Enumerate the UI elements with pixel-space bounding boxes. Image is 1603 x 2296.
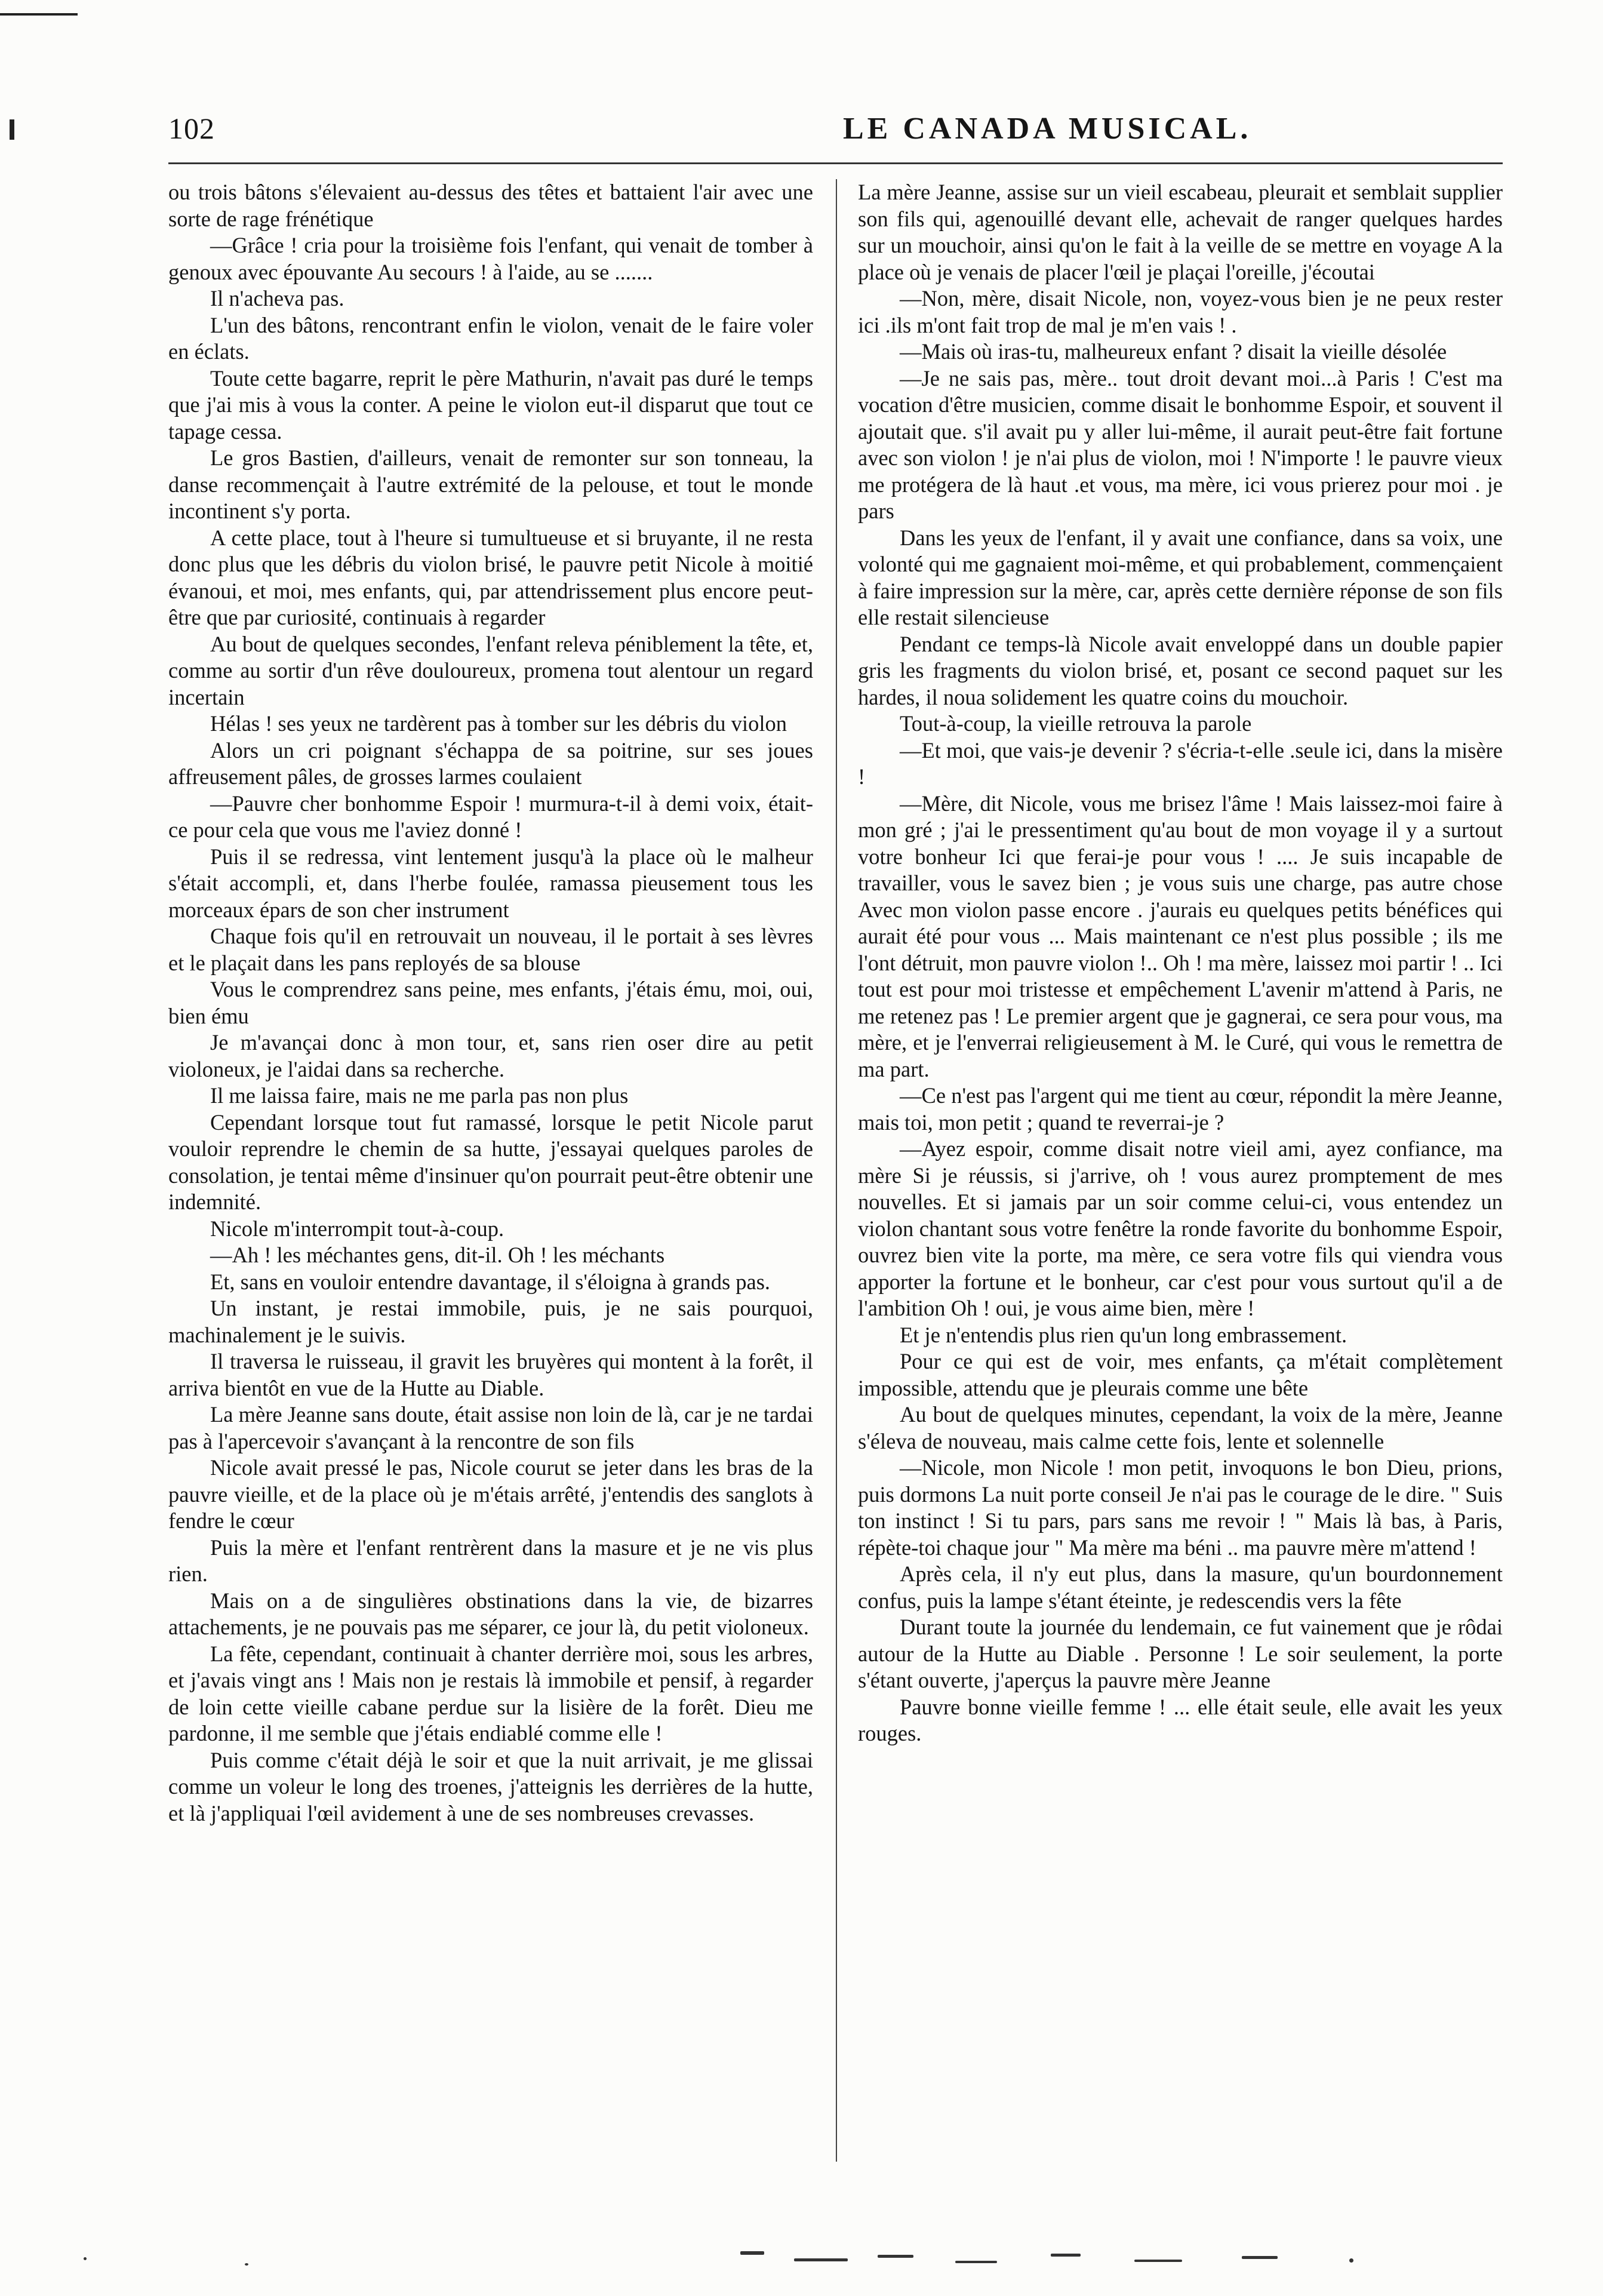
paragraph: Pour ce qui est de voir, mes enfants, ça m'était complètement impossible, attendu que je pleurais comme une bête [858, 1349, 1503, 1400]
paragraph: Puis il se redressa, vint lentement jusqu'à la place où le malheur s'était accompli, et, dans l'herbe foulée, ramassa pieusement tous les morceaux épars de son cher instrument [168, 844, 813, 922]
paragraph: —Ayez espoir, comme disait notre vieil ami, ayez confiance, ma mère Si je réussis, si j'arrive, oh ! vous aurez promptement de mes nouvelles. Et si jamais par un soir comme celui-ci, vous entendez un violon chantant sous votre fenêtre la ronde favorite du bonhomme Espoir, ouvrez bien vite la porte, ma mère, ce sera votre fils qui viendra vous apporter la fortune et le bonheur, car c'est pour vous surtout qu'il a de l'ambition Oh ! oui, je vous aime bien, mère ! [858, 1136, 1503, 1320]
print-speck [1242, 2256, 1278, 2259]
paragraph: Tout-à-coup, la vieille retrouva la parole [900, 711, 1252, 736]
print-speck [84, 2257, 87, 2260]
paragraph: —Pauvre cher bonhomme Espoir ! murmura-t-il à demi voix, était-ce pour cela que vous me l'aviez donné ! [168, 791, 813, 842]
bottom-print-specks [0, 2245, 1603, 2281]
margin-mark [10, 119, 14, 140]
text-columns [168, 179, 1503, 2138]
journal-title: LE CANADA MUSICAL. [843, 112, 1252, 146]
page-header [168, 106, 1252, 154]
paragraph: Nicole m'interrompit tout-à-coup. [210, 1216, 504, 1241]
paragraph: Dans les yeux de l'enfant, il y avait une confiance, dans sa voix, une volonté qui me gagnaient moi-même, et qui probablement, commençaient à faire impression sur la mère, car, après cette dernière réponse de son fils elle restait silencieuse [858, 525, 1503, 629]
paragraph: —Grâce ! cria pour la troisième fois l'enfant, qui venait de tomber à genoux avec épouvante Au secours ! à l'aide, au se ....... [168, 233, 813, 284]
paragraph: Il traversa le ruisseau, il gravit les bruyères qui montent à la forêt, il arriva bientôt en vue de la Hutte au Diable. [168, 1349, 813, 1400]
paragraph: Durant toute la journée du lendemain, ce fut vainement que je rôdai autour de la Hutte au Diable . Personne ! Le soir seulement, la porte s'étant ouverte, j'aperçus la pauvre mère Jeanne [858, 1615, 1503, 1692]
header-rule [168, 162, 1503, 164]
paragraph: —Et moi, que vais-je devenir ? s'écria-t-elle .seule ici, dans la misère ! [858, 737, 1503, 789]
right-column [858, 179, 1503, 1747]
paragraph: Il me laissa faire, mais ne me parla pas non plus [210, 1083, 629, 1108]
print-speck [1134, 2260, 1182, 2262]
paragraph: —Nicole, mon Nicole ! mon petit, invoquons le bon Dieu, prions, puis dormons La nuit porte conseil Je n'ai pas le courage de le dire. " Suis ton instinct ! Si tu pars, pars sans me revoir ! " Mais là bas, à Paris, répète-toi chaque jour " Ma mère ma béni .. ma pauvre mère m'attend ! [858, 1455, 1503, 1560]
print-speck [740, 2251, 764, 2255]
paragraph: —Mais où iras-tu, malheureux enfant ? disait la vieille désolée [900, 339, 1447, 364]
print-speck [1349, 2258, 1353, 2263]
paragraph: —Non, mère, disait Nicole, non, voyez-vous bien je ne peux rester ici .ils m'ont fait trop de mal je m'en vais ! . [858, 286, 1503, 337]
paragraph: L'un des bâtons, rencontrant enfin le violon, venait de le faire voler en éclats. [168, 312, 813, 364]
paragraph: Au bout de quelques secondes, l'enfant releva péniblement la tête, et, comme au sortir d'un rêve douloureux, promena tout alentour un regard incertain [168, 631, 813, 709]
paragraph: Alors un cri poignant s'échappa de sa poitrine, sur ses joues affreusement pâles, de grosses larmes coulaient [168, 737, 813, 789]
print-speck [1051, 2254, 1081, 2257]
paragraph: La mère Jeanne, assise sur un vieil escabeau, pleurait et semblait supplier son fils qui, agenouillé devant elle, achevait de ranger quelques hardes sur un mouchoir, ainsi qu'on le fait à la veille de se mettre en voyage A la place où je venais de placer l'œil je plaçai l'oreille, j'écoutai [858, 180, 1503, 284]
paragraph: Et, sans en vouloir entendre davantage, il s'éloigna à grands pas. [210, 1269, 771, 1294]
print-speck [794, 2258, 848, 2261]
paragraph: Puis comme c'était déjà le soir et que la nuit arrivait, je me glissai comme un voleur le long des troenes, j'atteignis les derrières de la hutte, et là j'appliquai l'œil avidement à une de ses nombreuses crevasses. [168, 1747, 813, 1825]
page-number: 102 [168, 112, 215, 145]
print-speck [878, 2255, 913, 2258]
column-divider [836, 179, 837, 2162]
paragraph: Toute cette bagarre, reprit le père Mathurin, n'avait pas duré le temps que j'ai mis à vous la conter. A peine le violon eut-il disparut que tout ce tapage cessa. [168, 365, 813, 444]
paragraph: —Je ne sais pas, mère.. tout droit devant moi...à Paris ! C'est ma vocation d'être musicien, comme disait le bonhomme Espoir, et souvent il ajoutait que. s'il avait pu y aller lui-même, il aurait peut-être fait fortune avec son violon ! je n'ai plus de violon, moi ! N'importe ! le pauvre vieux me protégera de là haut .et vous, ma mère, ici vous prierez pour moi . je pars [858, 365, 1503, 523]
paragraph: ou trois bâtons s'élevaient au-dessus des têtes et battaient l'air avec une sorte de rage frénétique [168, 180, 813, 231]
paragraph: —Ce n'est pas l'argent qui me tient au cœur, répondit la mère Jeanne, mais toi, mon petit ; quand te reverrai-je ? [858, 1083, 1503, 1135]
paragraph: Au bout de quelques minutes, cependant, la voix de la mère, Jeanne s'éleva de nouveau, mais calme cette fois, lente et solennelle [858, 1402, 1503, 1453]
paragraph: A cette place, tout à l'heure si tumultueuse et si bruyante, il ne resta donc plus que les débris du violon brisé, le pauvre petit Nicole à moitié évanoui, et moi, mes enfants, qui, par attendrissement plus encore peut-être que par curiosité, continuais à regarder [168, 525, 813, 629]
paragraph: —Ah ! les méchantes gens, dit-il. Oh ! les méchants [210, 1243, 665, 1267]
paragraph: La fête, cependant, continuait à chanter derrière moi, sous les arbres, et j'avais vingt ans ! Mais non je restais là immobile et pensif, à regarder de loin cette vieille cabane perdue sur la lisière de la forêt. Dieu me pardonne, il me semble que j'étais endiablé comme elle ! [168, 1641, 813, 1745]
paragraph: Nicole avait pressé le pas, Nicole courut se jeter dans les bras de la pauvre vieille, et de la place où je m'étais arrêté, j'entendis des sanglots à fendre le cœur [168, 1455, 813, 1533]
paragraph: Vous le comprendrez sans peine, mes enfants, j'étais ému, moi, oui, bien ému [168, 977, 813, 1028]
top-edge-rule [0, 13, 78, 16]
paragraph: Le gros Bastien, d'ailleurs, venait de remonter sur son tonneau, la danse recommençait à l'autre extrémité de la pelouse, et tout le monde incontinent s'y porta. [168, 445, 813, 523]
paragraph: Un instant, je restai immobile, puis, je ne sais pourquoi, machinalement je le suivis. [168, 1296, 813, 1347]
paragraph: La mère Jeanne sans doute, était assise non loin de là, car je ne tardai pas à l'apercevoir s'avançant à la rencontre de son fils [168, 1402, 813, 1453]
paragraph: Mais on a de singulières obstinations dans la vie, de bizarres attachements, je ne pouvais pas me séparer, ce jour là, du petit violoneux. [168, 1588, 813, 1639]
paragraph: Puis la mère et l'enfant rentrèrent dans la masure et je ne vis plus rien. [168, 1535, 813, 1586]
paragraph: Pendant ce temps-là Nicole avait enveloppé dans un double papier gris les fragments du violon brisé, et, posant ce second paquet sur les hardes, il noua solidement les quatre coins du mouchoir. [858, 631, 1503, 709]
paragraph: Cependant lorsque tout fut ramassé, lorsque le petit Nicole parut vouloir reprendre le chemin de sa hutte, j'essayai quelques paroles de consolation, je tentai même d'insinuer qu'on pourrait peut-être obtenir une indemnité. [168, 1109, 813, 1214]
paragraph: Chaque fois qu'il en retrouvait un nouveau, il le portait à ses lèvres et le plaçait dans les pans reployés de sa blouse [168, 924, 813, 975]
left-column [168, 179, 813, 1827]
paragraph: Après cela, il n'y eut plus, dans la masure, qu'un bourdonnement confus, puis la lampe s'étant éteinte, je redescendis vers la fête [858, 1562, 1503, 1613]
paragraph: Pauvre bonne vieille femme ! ... elle était seule, elle avait les yeux rouges. [858, 1694, 1503, 1745]
paragraph: Il n'acheva pas. [210, 286, 344, 311]
paragraph: Je m'avançai donc à mon tour, et, sans rien oser dire au petit violoneux, je l'aidai dans sa recherche. [168, 1030, 813, 1081]
paragraph: Hélas ! ses yeux ne tardèrent pas à tomber sur les débris du violon [210, 711, 787, 736]
paragraph: Et je n'entendis plus rien qu'un long embrassement. [900, 1322, 1347, 1347]
print-speck [955, 2261, 997, 2263]
print-speck [245, 2263, 248, 2266]
paragraph: —Mère, dit Nicole, vous me brisez l'âme ! Mais laissez-moi faire à mon gré ; j'ai le pressentiment qu'au bout de mon voyage il y a surtout votre bonheur Ici que ferai-je pour vous ! .... Je suis incapable de travailler, vous le savez bien ; je vous suis une charge, pas autre chose Avec mon violon passe encore . j'aurais eu quelques petits bénéfices qui aurait été pour vous ... Mais maintenant ce n'est plus possible ; ils me l'ont détruit, mon pauvre violon !.. Oh ! ma mère, laissez moi partir ! .. Ici tout est pour moi tristesse et empêchement L'avenir m'attend à Paris, ne me retenez pas ! Le premier argent que je gagnerai, ce sera pour vous, ma mère, et je l'enverrai religieusement à M. le Curé, qui vous le remettra de ma part. [858, 791, 1503, 1081]
